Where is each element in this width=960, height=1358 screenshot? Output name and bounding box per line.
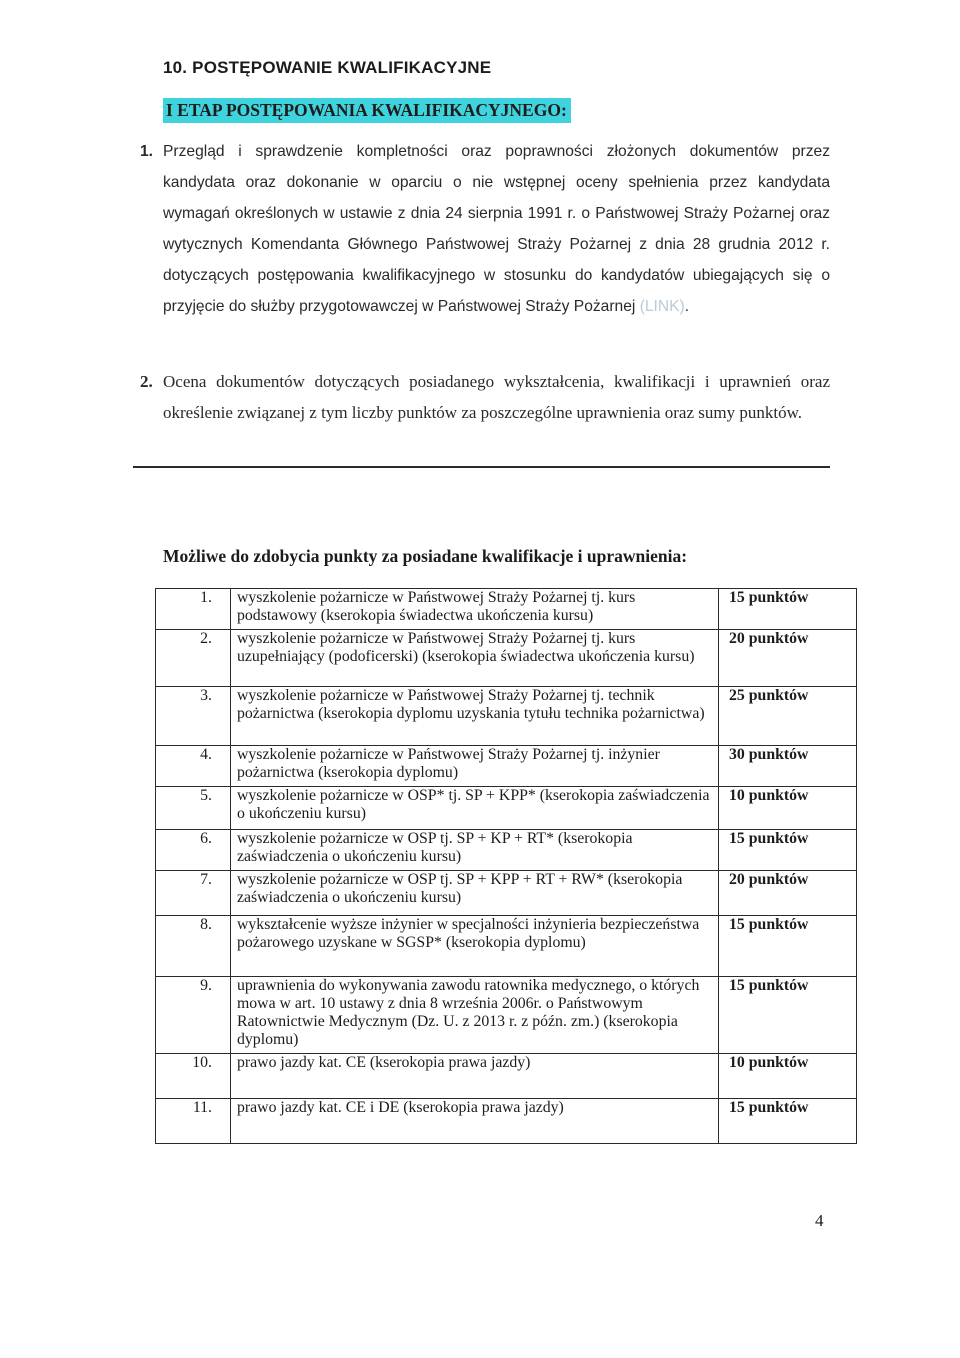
- row-number: 10.: [156, 1054, 231, 1099]
- row-points: 15 punktów: [719, 1099, 857, 1144]
- paragraph-1-text: [163, 136, 830, 322]
- row-description: prawo jazdy kat. CE i DE (kserokopia prawa jazdy): [231, 1099, 719, 1144]
- link-reference[interactable]: (LINK): [639, 298, 685, 315]
- row-number: 11.: [156, 1099, 231, 1144]
- row-number: 3.: [156, 687, 231, 746]
- row-points: 20 punktów: [719, 630, 857, 687]
- row-points: 20 punktów: [719, 871, 857, 916]
- qualifications-heading: Możliwe do zdobycia punkty za posiadane kwalifikacje i uprawnienia:: [163, 546, 688, 566]
- paragraph-1-body: Przegląd i sprawdzenie kompletności oraz poprawności złożonych dokumentów przez kandydata oraz dokonanie w oparciu o nie wstępnej oceny spełnienia przez kandydata wymagań określonych w ustawie z dnia 24 sierpnia 1991 r. o Państwowej Straży Pożarnej oraz wytycznych Komendanta Głównego Państwowej Straży Pożarnej z dnia 28 grudnia 2012 r. dotyczących postępowania kwalifikacyjnego w stosunku do kandydatów ubiegających się o przyjęcie do służby przygotowawczej w Państwowej Straży Pożarnej: [163, 143, 830, 315]
- table-row: [156, 630, 857, 687]
- row-description: wyszkolenie pożarnicze w Państwowej Straży Pożarnej tj. technik pożarnictwa (kserokopia dyplomu uzyskania tytułu technika pożarnictwa): [231, 687, 719, 746]
- row-points: 10 punktów: [719, 787, 857, 830]
- row-number: 7.: [156, 871, 231, 916]
- row-points: 15 punktów: [719, 916, 857, 977]
- row-number: 9.: [156, 977, 231, 1054]
- row-number: 8.: [156, 916, 231, 977]
- row-description: prawo jazdy kat. CE (kserokopia prawa jazdy): [231, 1054, 719, 1099]
- table-row: [156, 746, 857, 787]
- table-row: [156, 1054, 857, 1099]
- horizontal-divider: [133, 466, 830, 468]
- table-row: [156, 871, 857, 916]
- row-number: 5.: [156, 787, 231, 830]
- row-points: 15 punktów: [719, 589, 857, 630]
- table-row: [156, 1099, 857, 1144]
- row-points: 10 punktów: [719, 1054, 857, 1099]
- paragraph-1-end: .: [684, 298, 690, 315]
- row-description: uprawnienia do wykonywania zawodu ratownika medycznego, o których mowa w art. 10 ustawy z dnia 8 września 2006r. o Państwowym Ratownictwie Medycznym (Dz. U. z 2013 r. z późn. zm.) (kserokopia dyplomu): [231, 977, 719, 1054]
- row-points: 15 punktów: [719, 977, 857, 1054]
- row-description: wyszkolenie pożarnicze w Państwowej Straży Pożarnej tj. inżynier pożarnictwa (kserokopia dyplomu): [231, 746, 719, 787]
- section-title: 10. POSTĘPOWANIE KWALIFIKACYJNE: [163, 58, 492, 77]
- paragraph-1-number: 1.: [140, 143, 154, 160]
- row-description: wyszkolenie pożarnicze w OSP tj. SP + KPP + RT + RW* (kserokopia zaświadczenia o ukończeniu kursu): [231, 871, 719, 916]
- row-number: 4.: [156, 746, 231, 787]
- row-number: 1.: [156, 589, 231, 630]
- paragraph-1: [140, 136, 830, 322]
- row-description: wykształcenie wyższe inżynier w specjalności inżynieria bezpieczeństwa pożarowego uzyskane w SGSP* (kserokopia dyplomu): [231, 916, 719, 977]
- row-points: 15 punktów: [719, 830, 857, 871]
- row-description: wyszkolenie pożarnicze w Państwowej Straży Pożarnej tj. kurs uzupełniający (podoficerski) (kserokopia świadectwa ukończenia kursu): [231, 630, 719, 687]
- row-number: 2.: [156, 630, 231, 687]
- row-description: wyszkolenie pożarnicze w OSP tj. SP + KP + RT* (kserokopia zaświadczenia o ukończeniu kursu): [231, 830, 719, 871]
- row-description: wyszkolenie pożarnicze w Państwowej Straży Pożarnej tj. kurs podstawowy (kserokopia świadectwa ukończenia kursu): [231, 589, 719, 630]
- table-row: [156, 977, 857, 1054]
- table-row: [156, 787, 857, 830]
- table-row: [156, 916, 857, 977]
- qualifications-table: [155, 588, 857, 1144]
- table-row: [156, 687, 857, 746]
- row-points: 30 punktów: [719, 746, 857, 787]
- page-number: 4: [815, 1211, 824, 1230]
- row-description: wyszkolenie pożarnicze w OSP* tj. SP + KPP* (kserokopia zaświadczenia o ukończeniu kursu): [231, 787, 719, 830]
- row-points: 25 punktów: [719, 687, 857, 746]
- paragraph-2-text: Ocena dokumentów dotyczących posiadanego wykształcenia, kwalifikacji i uprawnień oraz określenie związanej z tym liczby punktów za poszczególne uprawnienia oraz sumy punktów.: [163, 372, 830, 422]
- paragraph-2-number: 2.: [140, 372, 153, 391]
- table-row: [156, 589, 857, 630]
- table-row: [156, 830, 857, 871]
- paragraph-2: [140, 366, 830, 428]
- row-number: 6.: [156, 830, 231, 871]
- stage-title-highlighted: I ETAP POSTĘPOWANIA KWALIFIKACYJNEGO:: [163, 98, 571, 123]
